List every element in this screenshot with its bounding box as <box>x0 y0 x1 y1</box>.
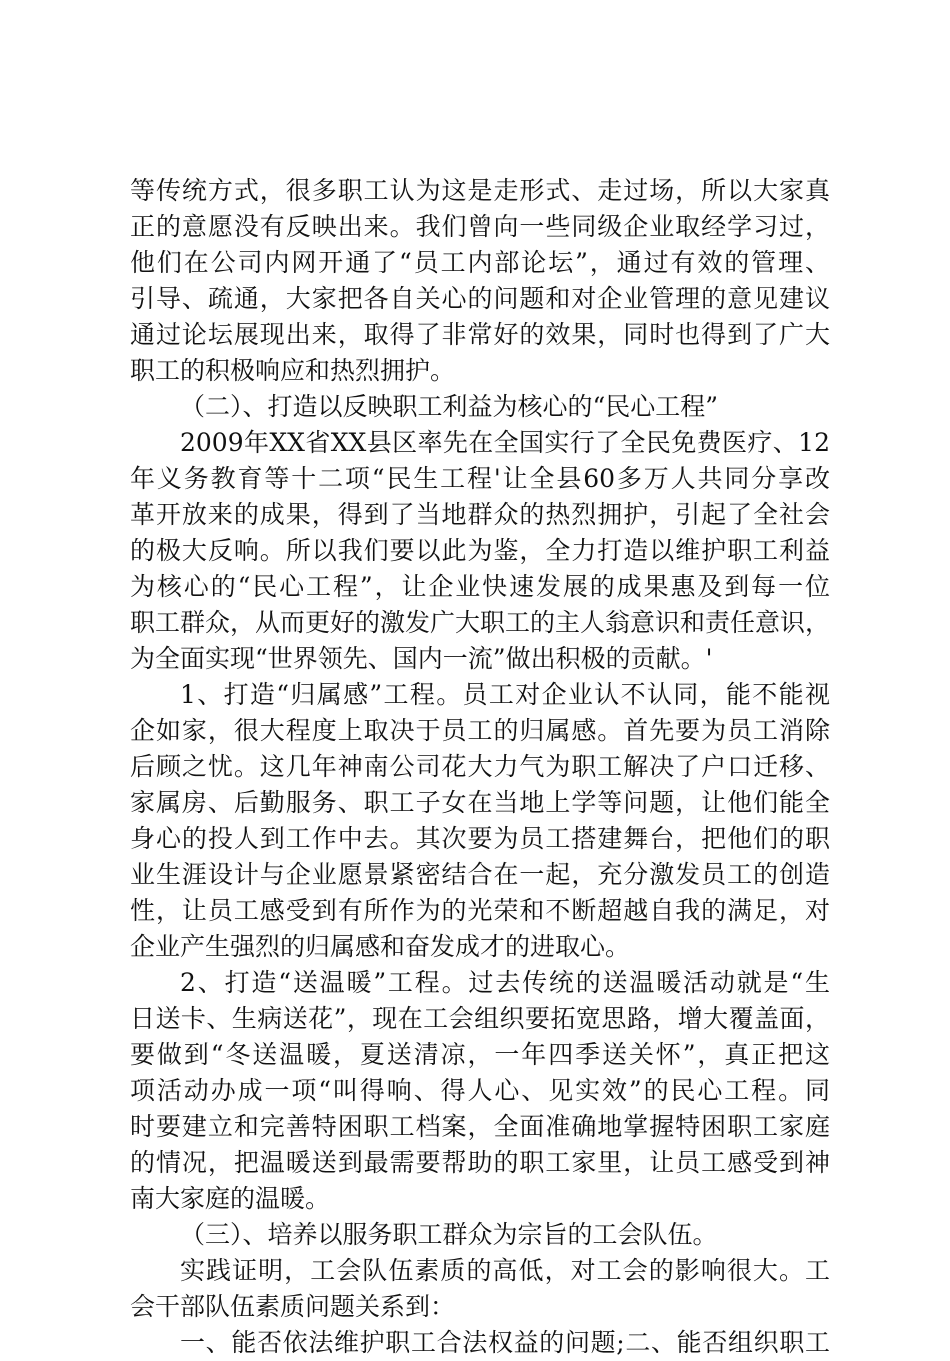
text-line: 要做到“冬送温暖，夏送清凉，一年四季送关怀”，真正把这 <box>130 1040 830 1069</box>
text-line: 为核心的“民心工程”，让企业快速发展的成果惠及到每一位 <box>130 572 830 601</box>
text-line: 他们在公司内网开通了“员工内部论坛”，通过有效的管理、 <box>130 248 830 277</box>
text-line: 2、打造“送温暖”工程。过去传统的送温暖活动就是“生 <box>180 968 830 997</box>
text-line: 日送卡、生病送花”，现在工会组织要拓宽思路，增大覆盖面， <box>130 1004 830 1033</box>
text-line: 年义务教育等十二项“民生工程'让全县60多万人共同分享改 <box>130 464 830 493</box>
text-line: 企业产生强烈的归属感和奋发成才的进取心。 <box>130 932 631 961</box>
text-line: 项活动办成一项“叫得响、得人心、见实效”的民心工程。同 <box>130 1076 830 1105</box>
text-line: 家属房、后勤服务、职工子女在当地上学等问题，让他们能全 <box>130 788 830 817</box>
text-line: 企如家，很大程度上取决于员工的归属感。首先要为员工消除 <box>130 716 830 745</box>
text-line: 会干部队伍素质问题关系到： <box>130 1292 456 1321</box>
text-line: 引导、疏通，大家把各自关心的问题和对企业管理的意见建议 <box>130 284 830 313</box>
text-line: 1、打造“归属感”工程。员工对企业认不认同，能不能视 <box>180 680 830 709</box>
text-line: 后顾之忧。这几年神南公司花大力气为职工解决了户口迁移、 <box>130 752 830 781</box>
text-line: 身心的投人到工作中去。其次要为员工搭建舞台，把他们的职 <box>130 824 830 853</box>
text-line: 革开放来的成果，得到了当地群众的热烈拥护，引起了全社会 <box>130 500 830 529</box>
text-line: 2009年XX省XX县区率先在全国实行了全民免费医疗、12 <box>180 428 830 457</box>
text-line: 职工的积极响应和热烈拥护。 <box>130 356 456 385</box>
text-line: 性，让员工感受到有所作为的光荣和不断超越自我的满足，对 <box>130 896 830 925</box>
text-line: （二）、打造以反映职工利益为核心的“民心工程” <box>180 392 719 421</box>
text-line: 一、能否依法维护职工合法权益的问题;二、能否组织职工 <box>180 1328 830 1357</box>
text-line: （三）、培养以服务职工群众为宗旨的工会队伍。 <box>180 1220 718 1249</box>
body-text <box>130 173 830 1361</box>
text-line: 等传统方式，很多职工认为这是走形式、走过场，所以大家真 <box>130 176 830 205</box>
text-line: 南大家庭的温暖。 <box>130 1184 331 1213</box>
text-line: 通过论坛展现出来，取得了非常好的效果，同时也得到了广大 <box>130 320 830 349</box>
text-line: 的极大反响。所以我们要以此为鉴，全力打造以维护职工利益 <box>130 536 830 565</box>
text-line: 为全面实现“世界领先、国内一流”做出积极的贡献。' <box>130 644 713 673</box>
text-line: 实践证明，工会队伍素质的高低，对工会的影响很大。工 <box>180 1256 830 1285</box>
text-line: 职工群众，从而更好的激发广大职工的主人翁意识和责任意识， <box>130 608 831 637</box>
text-line: 的情况，把温暖送到最需要帮助的职工家里，让员工感受到神 <box>130 1148 830 1177</box>
text-line: 正的意愿没有反映出来。我们曾向一些同级企业取经学习过， <box>130 212 830 241</box>
text-line: 业生涯设计与企业愿景紧密结合在一起，充分激发员工的创造 <box>130 860 830 889</box>
text-line: 时要建立和完善特困职工档案，全面准确地掌握特困职工家庭 <box>130 1112 830 1141</box>
